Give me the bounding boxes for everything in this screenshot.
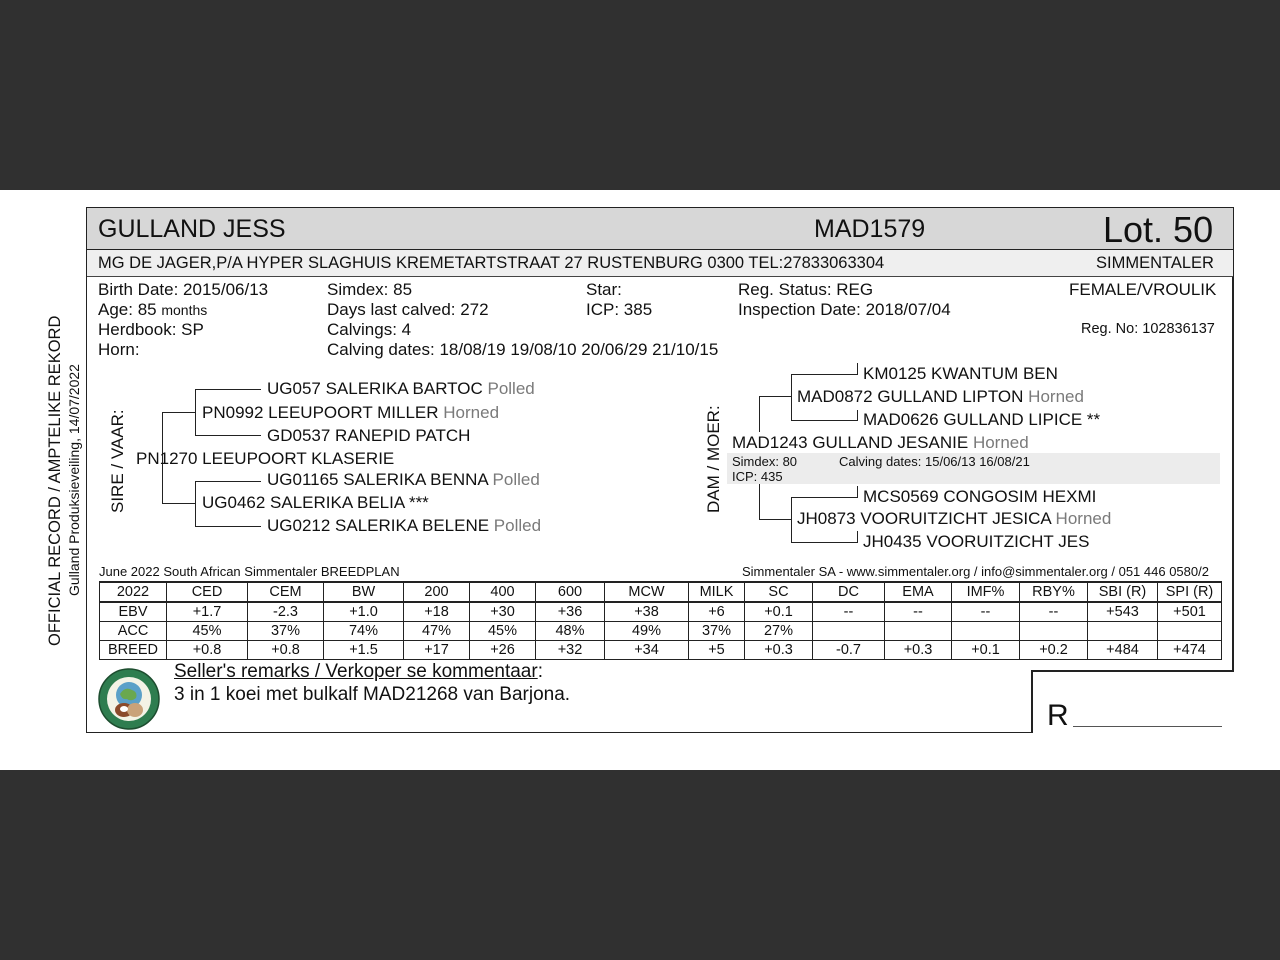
sire-bracket-line bbox=[195, 389, 261, 390]
sire-gg4 bbox=[267, 516, 541, 536]
breedplan-table bbox=[99, 581, 1222, 660]
sire-bracket-line bbox=[195, 526, 261, 527]
breedplan-cell: SC bbox=[745, 582, 813, 602]
breedplan-cell: +1.0 bbox=[324, 602, 404, 622]
breedplan-cell: 27% bbox=[745, 622, 813, 641]
breedplan-cell: +6 bbox=[689, 602, 745, 622]
herdbook: Herdbook: SP bbox=[98, 320, 204, 339]
breedplan-cell: 37% bbox=[248, 622, 324, 641]
dam-bracket-line bbox=[759, 484, 760, 520]
official-record-label: OFFICIAL RECORD / AMPTELIKE REKORD bbox=[46, 315, 64, 646]
breedplan-cell: 47% bbox=[404, 622, 470, 641]
horn: Horn: bbox=[98, 340, 140, 359]
breedplan-cell: 74% bbox=[324, 622, 404, 641]
sire-g2 bbox=[202, 493, 429, 513]
dam-g1 bbox=[797, 387, 1084, 407]
breedplan-cell: +34 bbox=[605, 641, 689, 660]
registration-code: MAD1579 bbox=[814, 215, 926, 243]
breedplan-cell: 49% bbox=[605, 622, 689, 641]
dam-bracket-line bbox=[759, 396, 760, 432]
pedigree-name: UG01165 SALERIKA BENNA bbox=[267, 470, 488, 489]
dam-calving-dates: Calving dates: 15/06/13 16/08/21 bbox=[839, 454, 1030, 469]
horn-status: Polled bbox=[487, 379, 535, 398]
breedplan-cell bbox=[952, 622, 1020, 641]
pedigree-name: PN1270 LEEUPOORT KLASERIE bbox=[136, 449, 395, 468]
sire-bracket-line bbox=[195, 481, 261, 482]
sire-bracket-line bbox=[162, 503, 195, 504]
breedplan-cell: -- bbox=[1020, 602, 1088, 622]
age bbox=[98, 300, 207, 320]
breedplan-cell: 37% bbox=[689, 622, 745, 641]
breedplan-cell: BW bbox=[324, 582, 404, 602]
sire-bracket-line bbox=[195, 435, 261, 436]
breedplan-cell: 600 bbox=[536, 582, 605, 602]
breedplan-cell: +0.1 bbox=[952, 641, 1020, 660]
breedplan-cell: +0.8 bbox=[248, 641, 324, 660]
calving-dates: Calving dates: 18/08/19 19/08/10 20/06/29 21/10/15 bbox=[327, 340, 719, 359]
breedplan-cell: +0.1 bbox=[745, 602, 813, 622]
breedplan-cell: ACC bbox=[100, 622, 167, 641]
sire-bracket-line bbox=[195, 481, 196, 526]
breedplan-cell: SPI (R) bbox=[1158, 582, 1222, 602]
owner-address: MG DE JAGER,P/A HYPER SLAGHUIS KREMETARTSTRAAT 27 RUSTENBURG 0300 TEL:27833063304 bbox=[98, 254, 885, 272]
age-unit: months bbox=[161, 302, 208, 318]
horn-status: Horned bbox=[972, 433, 1029, 452]
breedplan-cell: -- bbox=[885, 602, 952, 622]
dam-bracket-line bbox=[857, 531, 858, 543]
dam-gg2 bbox=[863, 410, 1100, 430]
breedplan-cell: -- bbox=[952, 602, 1020, 622]
sire-name bbox=[136, 449, 394, 469]
sire-gg3 bbox=[267, 470, 540, 490]
dam-bracket-line bbox=[791, 542, 858, 543]
pedigree-name: GD0537 RANEPID PATCH bbox=[267, 426, 471, 445]
breedplan-cell: +0.3 bbox=[885, 641, 952, 660]
remarks-text: 3 in 1 koei met bulkalf MAD21268 van Barjona. bbox=[174, 684, 571, 705]
dam-simdex: Simdex: 80 bbox=[732, 454, 798, 469]
dam-bracket-line bbox=[791, 497, 858, 498]
icp: ICP: 385 bbox=[586, 300, 653, 319]
breedplan-cell: +26 bbox=[470, 641, 536, 660]
breedplan-cell: +18 bbox=[404, 602, 470, 622]
breedplan-cell: +484 bbox=[1088, 641, 1158, 660]
pedigree-name: MAD0872 GULLAND LIPTON bbox=[797, 387, 1024, 406]
breedplan-cell: -- bbox=[813, 602, 885, 622]
breedplan-cell bbox=[1088, 622, 1158, 641]
breedplan-cell: +474 bbox=[1158, 641, 1222, 660]
breedplan-cell: RBY% bbox=[1020, 582, 1088, 602]
birth-date: Birth Date: 2015/06/13 bbox=[98, 280, 269, 299]
pedigree-name: MAD0626 GULLAND LIPICE ** bbox=[863, 410, 1101, 429]
dam-label: DAM / MOER: bbox=[704, 405, 723, 513]
breedplan-cell: 400 bbox=[470, 582, 536, 602]
breedplan-cell: +30 bbox=[470, 602, 536, 622]
result-label: R bbox=[1047, 699, 1069, 732]
dam-g2 bbox=[797, 509, 1111, 529]
remarks-heading bbox=[174, 661, 543, 683]
star: Star: bbox=[586, 280, 622, 299]
breedplan-cell bbox=[885, 622, 952, 641]
breedplan-cell: SBI (R) bbox=[1088, 582, 1158, 602]
dam-name bbox=[732, 433, 1029, 453]
dam-bracket-line bbox=[857, 363, 858, 375]
pedigree-name: UG0212 SALERIKA BELENE bbox=[267, 516, 490, 535]
days-last-calved: Days last calved: 272 bbox=[327, 300, 489, 319]
breedplan-cell: +17 bbox=[404, 641, 470, 660]
pedigree-name: MAD1243 GULLAND JESANIE bbox=[732, 433, 969, 452]
breedplan-cell: +1.5 bbox=[324, 641, 404, 660]
horn-status: Horned bbox=[1055, 509, 1112, 528]
breedplan-cell: 45% bbox=[470, 622, 536, 641]
breedplan-cell bbox=[1020, 622, 1088, 641]
breedplan-cell: +0.2 bbox=[1020, 641, 1088, 660]
dam-bracket-line bbox=[759, 519, 791, 520]
pedigree-name: JH0873 VOORUITZICHT JESICA bbox=[797, 509, 1051, 528]
reg-number: Reg. No: 102836137 bbox=[1081, 321, 1215, 337]
dam-gg4 bbox=[863, 532, 1089, 552]
reg-status: Reg. Status: REG bbox=[738, 280, 874, 299]
dam-bracket-line bbox=[791, 374, 792, 420]
breedplan-contact: Simmentaler SA - www.simmentaler.org / info@simmentaler.org / 051 446 0580/2 bbox=[742, 564, 1209, 579]
breedplan-cell: DC bbox=[813, 582, 885, 602]
breedplan-cell: +501 bbox=[1158, 602, 1222, 622]
inspection-date: Inspection Date: 2018/07/04 bbox=[738, 300, 951, 319]
pedigree-name: JH0435 VOORUITZICHT JES bbox=[863, 532, 1090, 551]
breed-label: SIMMENTALER bbox=[1096, 254, 1214, 272]
breedplan-cell: +5 bbox=[689, 641, 745, 660]
breedplan-cell bbox=[813, 622, 885, 641]
result-entry-line[interactable] bbox=[1073, 726, 1222, 727]
age-value: Age: 85 bbox=[98, 300, 157, 319]
dam-icp: ICP: 435 bbox=[732, 469, 783, 484]
breedplan-row bbox=[100, 602, 1222, 622]
dam-bracket-line bbox=[791, 497, 792, 542]
dam-bracket-line bbox=[791, 374, 858, 375]
breedplan-source: June 2022 South African Simmentaler BREEDPLAN bbox=[99, 564, 400, 579]
dam-bracket-line bbox=[759, 396, 791, 397]
lot-number: Lot. 50 bbox=[1103, 209, 1214, 250]
breedplan-cell: +543 bbox=[1088, 602, 1158, 622]
dam-gg1 bbox=[863, 364, 1058, 384]
sire-g1 bbox=[202, 403, 499, 423]
horn-status: Polled bbox=[492, 470, 540, 489]
breedplan-header-row bbox=[100, 582, 1222, 602]
breedplan-cell: +32 bbox=[536, 641, 605, 660]
auction-label: Gulland Produksieveiling, 14/07/2022 bbox=[66, 364, 82, 596]
breedplan-cell: MCW bbox=[605, 582, 689, 602]
breedplan-cell: +38 bbox=[605, 602, 689, 622]
horn-status: Horned bbox=[443, 403, 500, 422]
breedplan-cell: +36 bbox=[536, 602, 605, 622]
horn-status: Polled bbox=[493, 516, 542, 535]
dam-bracket-line bbox=[857, 410, 858, 421]
breedplan-cell: CED bbox=[167, 582, 248, 602]
breedplan-cell: 200 bbox=[404, 582, 470, 602]
calvings: Calvings: 4 bbox=[327, 320, 412, 339]
breedplan-row bbox=[100, 641, 1222, 660]
remarks-colon: : bbox=[537, 661, 543, 682]
breedplan-cell: IMF% bbox=[952, 582, 1020, 602]
sire-gg1 bbox=[267, 379, 535, 399]
dam-gg3 bbox=[863, 487, 1096, 507]
dam-bracket-line bbox=[791, 420, 858, 421]
pedigree-name: UG057 SALERIKA BARTOC bbox=[267, 379, 483, 398]
simdex: Simdex: 85 bbox=[327, 280, 413, 299]
sex: FEMALE/VROULIK bbox=[1069, 280, 1217, 299]
breedplan-cell: +1.7 bbox=[167, 602, 248, 622]
breedplan-cell: 45% bbox=[167, 622, 248, 641]
breedplan-cell: BREED bbox=[100, 641, 167, 660]
pedigree-name: PN0992 LEEUPOORT MILLER bbox=[202, 403, 439, 422]
simmentaler-logo bbox=[98, 668, 160, 730]
breedplan-cell: 48% bbox=[536, 622, 605, 641]
sire-label: SIRE / VAAR: bbox=[108, 409, 127, 513]
remarks-title: Seller's remarks / Verkoper se kommentaar bbox=[174, 661, 538, 682]
dam-bracket-line bbox=[857, 486, 858, 498]
sire-bracket-line bbox=[195, 389, 196, 435]
animal-name: GULLAND JESS bbox=[98, 215, 286, 243]
pedigree-name: UG0462 SALERIKA BELIA *** bbox=[202, 493, 429, 512]
breedplan-cell: EBV bbox=[100, 602, 167, 622]
breedplan-row bbox=[100, 622, 1222, 641]
pedigree-name: MCS0569 CONGOSIM HEXMI bbox=[863, 487, 1097, 506]
breedplan-cell: -2.3 bbox=[248, 602, 324, 622]
breedplan-cell: 2022 bbox=[100, 582, 167, 602]
pedigree-name: KM0125 KWANTUM BEN bbox=[863, 364, 1058, 383]
horn-status: Horned bbox=[1028, 387, 1084, 406]
breedplan-cell: +0.3 bbox=[745, 641, 813, 660]
breedplan-cell: -0.7 bbox=[813, 641, 885, 660]
sire-bracket-line bbox=[162, 412, 195, 413]
breedplan-cell: MILK bbox=[689, 582, 745, 602]
breedplan-cell: +0.8 bbox=[167, 641, 248, 660]
breedplan-cell bbox=[1158, 622, 1222, 641]
breedplan-cell: CEM bbox=[248, 582, 324, 602]
breedplan-cell: EMA bbox=[885, 582, 952, 602]
sire-gg2 bbox=[267, 426, 470, 446]
